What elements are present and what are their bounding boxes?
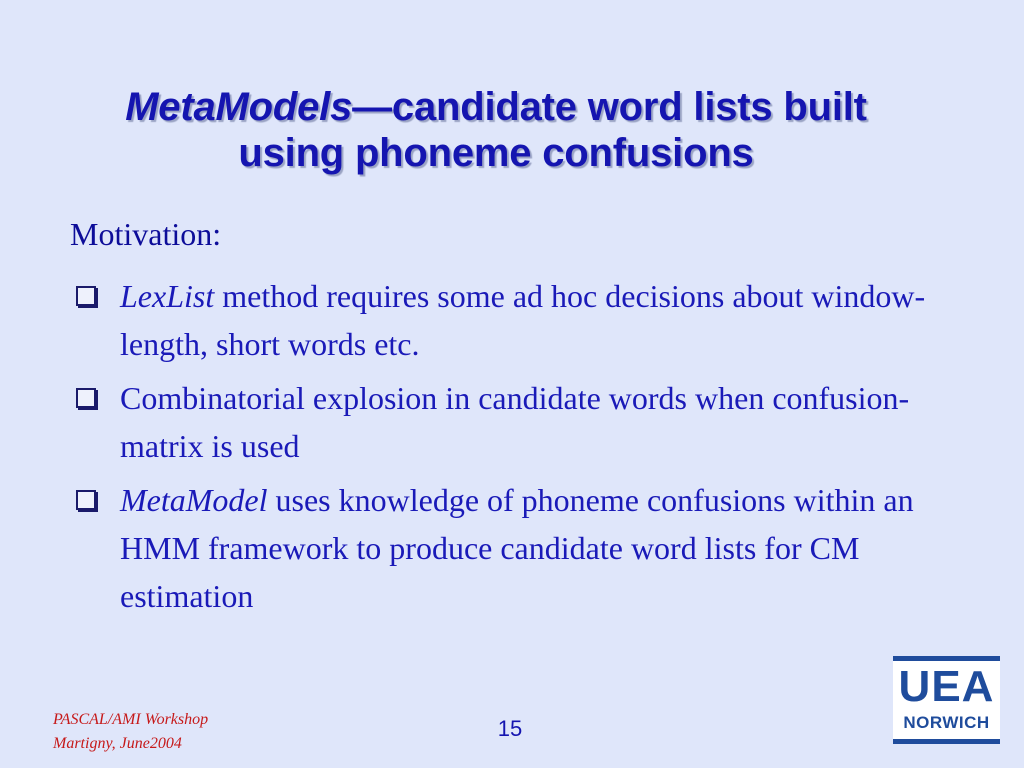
logo-bottom-bar [893, 739, 1000, 744]
uea-norwich-logo [893, 656, 1000, 744]
footer-line1: PASCAL/AMI Workshop [53, 711, 209, 728]
checkbox-bullet-icon [76, 490, 96, 510]
bullet-item [70, 476, 950, 620]
checkbox-bullet-icon [76, 286, 96, 306]
motivation-heading [70, 214, 221, 254]
bullet-text: method requires some ad hoc decisions about window-length, short words etc. [120, 278, 926, 362]
logo-top-bar [893, 656, 1000, 661]
title-italic-part: MetaModels [125, 85, 353, 129]
bullet-item [70, 272, 950, 368]
logo-norwich-text: NORWICH [903, 713, 990, 732]
heading-suffix: : [212, 216, 222, 252]
bullet-italic-term: LexList [120, 278, 215, 314]
footer-workshop-info [53, 708, 208, 756]
page-number: 15 [497, 716, 523, 741]
heading-label: Motivation [70, 216, 213, 252]
checkbox-bullet-icon [76, 388, 96, 408]
bullet-list [70, 272, 950, 626]
bullet-item [70, 374, 950, 470]
bullet-italic-term: MetaModel [120, 482, 268, 518]
title-line2: using phoneme confusions [238, 131, 754, 175]
footer-line2: Martigny, June2004 [53, 735, 182, 752]
title-rest-line1: —candidate word lists built [352, 85, 867, 129]
slide-title [40, 84, 952, 176]
logo-uea-text: UEA [898, 662, 995, 711]
bullet-text: uses knowledge of phoneme confusions within an HMM framework to produce candidate word lists for CM estimation [120, 482, 914, 614]
bullet-text: Combinatorial explosion in candidate words when confusion-matrix is used [120, 380, 910, 464]
